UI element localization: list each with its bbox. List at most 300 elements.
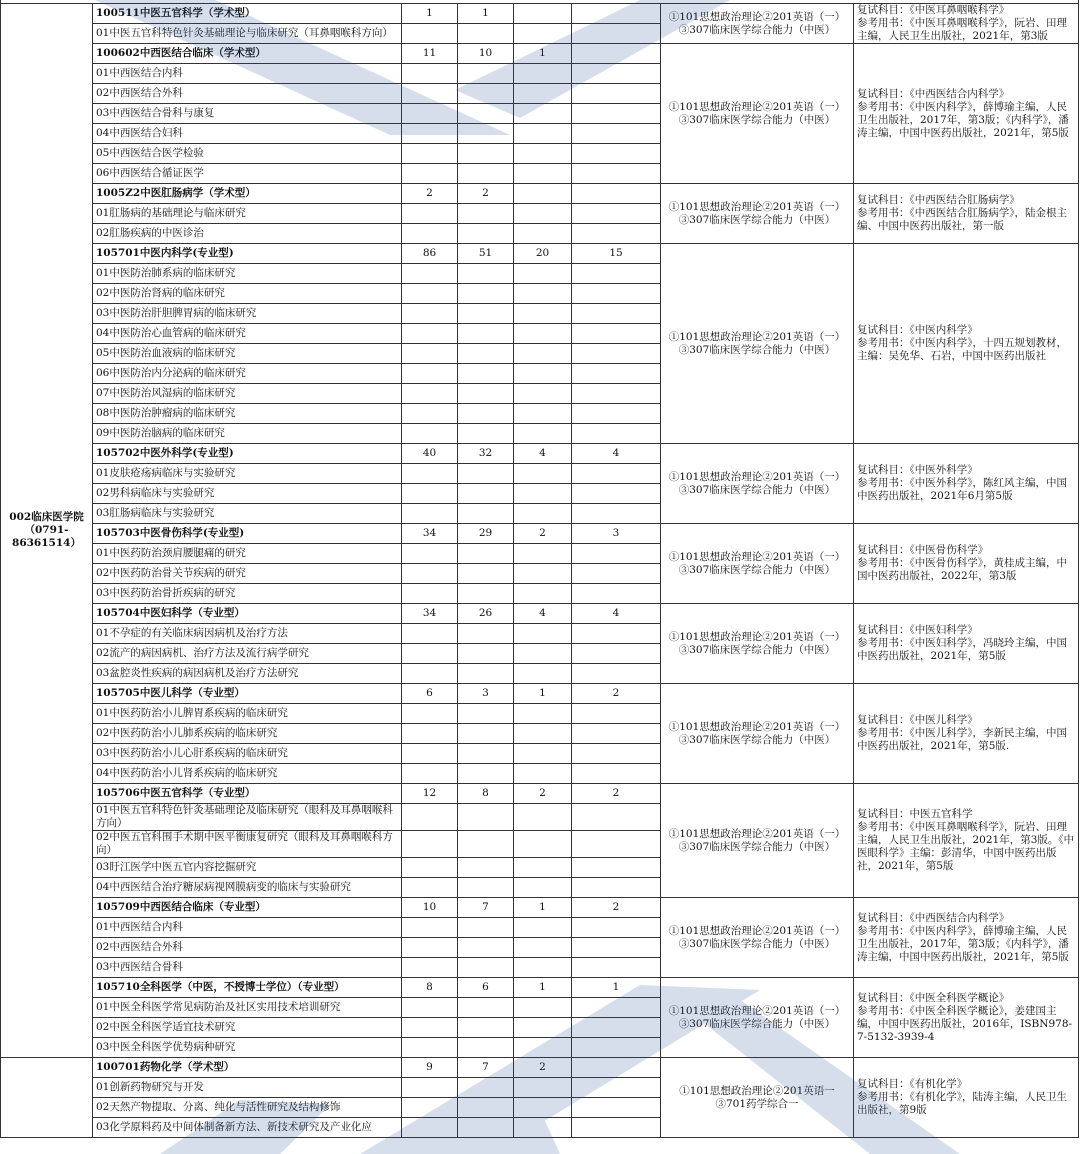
empty-cell	[402, 64, 458, 84]
empty-cell	[514, 64, 572, 84]
research-direction: 02肛肠疾病的中医诊治	[93, 224, 402, 244]
enroll-total: 86	[402, 244, 458, 264]
research-direction: 05中西医结合医学检验	[93, 144, 402, 164]
research-direction: 02中西医结合外科	[93, 84, 402, 104]
major-title: 105706中医五官科学（专业型）	[93, 784, 402, 804]
research-direction: 01肛肠病的基础理论与临床研究	[93, 204, 402, 224]
empty-cell	[458, 164, 514, 184]
empty-cell	[402, 344, 458, 364]
empty-cell	[458, 1018, 514, 1038]
empty-cell	[572, 878, 661, 898]
empty-cell	[572, 504, 661, 524]
empty-cell	[402, 404, 458, 424]
empty-cell	[458, 664, 514, 684]
empty-cell	[402, 484, 458, 504]
empty-cell	[514, 744, 572, 764]
research-direction: 03盆腔炎性疾病的病因病机及治疗方法研究	[93, 664, 402, 684]
empty-cell	[514, 204, 572, 224]
empty-cell	[514, 264, 572, 284]
empty-cell	[572, 224, 661, 244]
major-title: 105704中医妇科学（专业型）	[93, 604, 402, 624]
empty-cell	[402, 704, 458, 724]
empty-cell	[572, 124, 661, 144]
catalog-table-body	[1, 0, 1079, 1138]
exam-subjects: ①101思想政治理论②201英语（一）③307临床医学综合能力（中医）	[661, 44, 854, 184]
research-direction: 01中医五官科特色针灸基础理论与临床研究（耳鼻咽喉科方向）	[93, 24, 402, 44]
retest-reference	[854, 444, 1079, 524]
empty-cell	[402, 284, 458, 304]
empty-cell	[402, 124, 458, 144]
empty-cell	[514, 624, 572, 644]
enroll-unified: 2	[458, 184, 514, 204]
empty-cell	[572, 484, 661, 504]
reference-line: 复试科目：《中西医结合内科学》	[857, 87, 1010, 100]
reference-line: 复试科目：《中医耳鼻咽喉科学》	[857, 4, 1010, 16]
enroll-unified: 6	[458, 978, 514, 998]
empty-cell	[458, 124, 514, 144]
exam-subjects: ①101思想政治理论②201英语（一）③307临床医学综合能力（中医）	[661, 184, 854, 244]
retest-reference	[854, 684, 1079, 784]
exam-subjects: ①101思想政治理论②201英语（一）③307临床医学综合能力（中医）	[661, 524, 854, 604]
empty-cell	[572, 104, 661, 124]
enroll-unified: 51	[458, 244, 514, 264]
research-direction: 02中医全科医学适宜技术研究	[93, 1018, 402, 1038]
empty-cell	[402, 958, 458, 978]
empty-cell	[402, 1038, 458, 1058]
empty-cell	[458, 464, 514, 484]
major-row	[1, 1058, 1079, 1078]
enroll-recommended: 20	[514, 244, 572, 264]
research-direction: 01不孕症的有关临床病因病机及治疗方法	[93, 624, 402, 644]
enroll-recommended: 4	[514, 604, 572, 624]
empty-cell	[514, 704, 572, 724]
empty-cell	[572, 84, 661, 104]
research-direction: 01中西医结合内科	[93, 918, 402, 938]
enroll-total: 34	[402, 524, 458, 544]
research-direction: 02男科病临床与实验研究	[93, 484, 402, 504]
empty-cell	[402, 644, 458, 664]
empty-cell	[572, 64, 661, 84]
research-direction: 07中医防治风湿病的临床研究	[93, 384, 402, 404]
enroll-recommended: 2	[514, 524, 572, 544]
retest-reference	[854, 1058, 1079, 1138]
major-row	[1, 44, 1079, 64]
empty-cell	[402, 1018, 458, 1038]
empty-cell	[402, 304, 458, 324]
empty-cell	[514, 1098, 572, 1118]
empty-cell	[458, 144, 514, 164]
enroll-total: 6	[402, 684, 458, 704]
enroll-recommended: 1	[514, 684, 572, 704]
empty-cell	[572, 1018, 661, 1038]
research-direction: 01中医全科医学常见病防治及社区实用技术培训研究	[93, 998, 402, 1018]
empty-cell	[402, 384, 458, 404]
empty-cell	[572, 958, 661, 978]
empty-cell	[402, 624, 458, 644]
reference-line: 复试科目：《中西医结合肛肠病学》	[857, 194, 1020, 206]
exam-subjects: ①101思想政治理论②201英语一③701药学综合一	[661, 1058, 854, 1138]
empty-cell	[572, 938, 661, 958]
empty-cell	[458, 644, 514, 664]
empty-cell	[572, 304, 661, 324]
empty-cell	[514, 1078, 572, 1098]
empty-cell	[458, 998, 514, 1018]
major-row	[1, 898, 1079, 918]
major-title: 105710全科医学（中医，不授博士学位）（专业型）	[93, 978, 402, 998]
reference-line: 复试科目：《中医外科学》	[857, 464, 978, 476]
enroll-unified: 8	[458, 784, 514, 804]
empty-cell	[458, 744, 514, 764]
enroll-unified: 32	[458, 444, 514, 464]
empty-cell	[458, 104, 514, 124]
empty-cell	[514, 1118, 572, 1138]
research-direction: 02中医防治肾病的临床研究	[93, 284, 402, 304]
empty-cell	[402, 584, 458, 604]
empty-cell	[514, 584, 572, 604]
reference-line: 参考用书：《中医全科医学概论》，姜建国主编，中国中医药出版社，2016年，ISBN978-7-5132-3939-4	[857, 1004, 1073, 1043]
research-direction: 04中西医结合治疗糖尿病视网膜病变的临床与实验研究	[93, 878, 402, 898]
research-direction: 01中医防治肺系病的临床研究	[93, 264, 402, 284]
enroll-total: 1	[402, 4, 458, 24]
empty-cell	[458, 64, 514, 84]
empty-cell	[458, 1118, 514, 1138]
empty-cell	[402, 564, 458, 584]
research-direction: 02中医药防治小儿肺系疾病的临床研究	[93, 724, 402, 744]
empty-cell	[458, 544, 514, 564]
empty-cell	[572, 831, 661, 858]
major-row	[1, 4, 1079, 24]
empty-cell	[458, 224, 514, 244]
exam-subjects: ①101思想政治理论②201英语（一）③307临床医学综合能力（中医）	[661, 684, 854, 784]
enroll-unified: 7	[458, 1058, 514, 1078]
research-direction: 01中医药防治颈肩腰腿痛的研究	[93, 544, 402, 564]
enroll-unified: 3	[458, 684, 514, 704]
reference-line: 复试科目：《中医骨伤科学》	[857, 544, 989, 556]
empty-cell	[514, 324, 572, 344]
empty-cell	[572, 544, 661, 564]
reference-line: 参考用书：《中医儿科学》，李新民主编，中国中医药出版社，2021年，第5版.	[857, 727, 1067, 752]
enroll-recommended	[514, 184, 572, 204]
empty-cell	[514, 404, 572, 424]
college-cell	[1, 1058, 93, 1138]
enroll-total: 11	[402, 44, 458, 64]
reference-line: 复试科目：《中西医结合内科学》	[857, 911, 1010, 924]
empty-cell	[514, 284, 572, 304]
empty-cell	[458, 84, 514, 104]
major-title: 1005Z2中医肛肠病学（学术型）	[93, 184, 402, 204]
empty-cell	[402, 744, 458, 764]
major-title: 100602中西医结合临床（学术型）	[93, 44, 402, 64]
empty-cell	[514, 24, 572, 44]
major-row	[1, 784, 1079, 804]
empty-cell	[402, 24, 458, 44]
empty-cell	[572, 264, 661, 284]
empty-cell	[458, 404, 514, 424]
research-direction: 04中西医结合妇科	[93, 124, 402, 144]
empty-cell	[458, 1098, 514, 1118]
empty-cell	[514, 164, 572, 184]
empty-cell	[572, 144, 661, 164]
empty-cell	[514, 958, 572, 978]
empty-cell	[572, 204, 661, 224]
research-direction: 01中医药防治小儿脾胃系疾病的临床研究	[93, 704, 402, 724]
empty-cell	[402, 504, 458, 524]
empty-cell	[402, 878, 458, 898]
research-direction: 01皮肤疮疡病临床与实验研究	[93, 464, 402, 484]
enroll-recommended: 4	[514, 444, 572, 464]
empty-cell	[514, 344, 572, 364]
retest-reference	[854, 184, 1079, 244]
research-direction: 05中医防治血液病的临床研究	[93, 344, 402, 364]
major-row	[1, 684, 1079, 704]
enroll-recommended: 1	[514, 44, 572, 64]
research-direction: 03化学原料药及中间体制备新方法、新技术研究及产业化应	[93, 1118, 402, 1138]
enroll-recommended: 2	[514, 1058, 572, 1078]
empty-cell	[572, 1078, 661, 1098]
enroll-total: 9	[402, 1058, 458, 1078]
empty-cell	[458, 344, 514, 364]
empty-cell	[402, 1098, 458, 1118]
empty-cell	[514, 724, 572, 744]
research-direction: 06中医防治内分泌病的临床研究	[93, 364, 402, 384]
empty-cell	[402, 544, 458, 564]
reference-line: 参考用书：《中西医结合肛肠病学》，陆金根主编、中国中医药出版社，第一版	[857, 207, 1067, 232]
enroll-other: 1	[572, 978, 661, 998]
empty-cell	[514, 364, 572, 384]
enroll-total: 10	[402, 898, 458, 918]
empty-cell	[458, 304, 514, 324]
research-direction: 03盱江医学中医五官内容挖掘研究	[93, 858, 402, 878]
enroll-other: 2	[572, 898, 661, 918]
empty-cell	[458, 1038, 514, 1058]
empty-cell	[402, 424, 458, 444]
college-cell: 002临床医学院（0791-86361514）	[1, 4, 93, 1058]
reference-line: 复试科目：中医五官科学	[857, 808, 973, 820]
empty-cell	[402, 164, 458, 184]
empty-cell	[514, 224, 572, 244]
empty-cell	[572, 324, 661, 344]
empty-cell	[514, 484, 572, 504]
empty-cell	[514, 831, 572, 858]
empty-cell	[402, 104, 458, 124]
empty-cell	[514, 1018, 572, 1038]
empty-cell	[402, 998, 458, 1018]
enroll-total: 2	[402, 184, 458, 204]
exam-subjects: ①101思想政治理论②201英语（一）③307临床医学综合能力（中医）	[661, 244, 854, 444]
major-row	[1, 444, 1079, 464]
empty-cell	[402, 324, 458, 344]
research-direction: 03中医药防治小儿心肝系疾病的临床研究	[93, 744, 402, 764]
empty-cell	[402, 264, 458, 284]
research-direction: 06中西医结合循证医学	[93, 164, 402, 184]
empty-cell	[514, 564, 572, 584]
empty-cell	[514, 918, 572, 938]
empty-cell	[402, 918, 458, 938]
reference-line: 复试科目：《中医儿科学》	[857, 714, 978, 726]
exam-subjects: ①101思想政治理论②201英语（一）③307临床医学综合能力（中医）	[661, 4, 854, 44]
empty-cell	[572, 804, 661, 831]
enroll-other: 15	[572, 244, 661, 264]
empty-cell	[572, 744, 661, 764]
empty-cell	[514, 858, 572, 878]
empty-cell	[514, 878, 572, 898]
reference-line: 复试科目：《中医全科医学概论》	[857, 991, 1010, 1004]
major-title: 105705中医儿科学（专业型）	[93, 684, 402, 704]
empty-cell	[402, 224, 458, 244]
research-direction: 01中西医结合内科	[93, 64, 402, 84]
empty-cell	[514, 938, 572, 958]
empty-cell	[402, 144, 458, 164]
enroll-other: 2	[572, 784, 661, 804]
exam-subjects: ①101思想政治理论②201英语（一）③307临床医学综合能力（中医）	[661, 898, 854, 978]
empty-cell	[572, 404, 661, 424]
enroll-other: 2	[572, 684, 661, 704]
empty-cell	[514, 104, 572, 124]
empty-cell	[458, 324, 514, 344]
empty-cell	[458, 564, 514, 584]
research-direction: 09中医防治脑病的临床研究	[93, 424, 402, 444]
empty-cell	[402, 204, 458, 224]
major-title: 105701中医内科学(专业型)	[93, 244, 402, 264]
empty-cell	[402, 664, 458, 684]
major-title: 100701药物化学（学术型）	[93, 1058, 402, 1078]
enroll-other	[572, 44, 661, 64]
empty-cell	[402, 724, 458, 744]
empty-cell	[514, 764, 572, 784]
reference-line: 参考用书：《中医耳鼻咽喉科学》，阮岩、田理主编，人民卫生出版社，2021年，第3版。《中医眼科学》主编：彭清华，中国中医药出版社，2021年，第5版	[857, 821, 1075, 872]
empty-cell	[458, 24, 514, 44]
empty-cell	[572, 364, 661, 384]
enroll-unified: 29	[458, 524, 514, 544]
enroll-recommended	[514, 4, 572, 24]
empty-cell	[458, 804, 514, 831]
major-row	[1, 604, 1079, 624]
empty-cell	[514, 144, 572, 164]
empty-cell	[402, 1118, 458, 1138]
major-row	[1, 524, 1079, 544]
empty-cell	[458, 364, 514, 384]
retest-reference	[854, 4, 1079, 44]
research-direction: 02天然产物提取、分离、纯化与活性研究及结构修饰	[93, 1098, 402, 1118]
enroll-other	[572, 4, 661, 24]
research-direction: 02中医药防治骨关节疾病的研究	[93, 564, 402, 584]
enroll-other	[572, 1058, 661, 1078]
empty-cell	[402, 464, 458, 484]
research-direction: 01中医五官科特色针灸基础理论及临床研究（眼科及耳鼻咽喉科方向）	[93, 804, 402, 831]
reference-line: 参考用书：《中医妇科学》，冯晓玲主编，中国中医药出版社，2021年，第5版	[857, 637, 1067, 662]
empty-cell	[458, 584, 514, 604]
enroll-other: 4	[572, 604, 661, 624]
empty-cell	[572, 998, 661, 1018]
major-row	[1, 978, 1079, 998]
empty-cell	[402, 804, 458, 831]
exam-subjects: ①101思想政治理论②201英语（一）③307临床医学综合能力（中医）	[661, 444, 854, 524]
empty-cell	[458, 918, 514, 938]
empty-cell	[572, 664, 661, 684]
empty-cell	[514, 664, 572, 684]
enroll-unified: 7	[458, 898, 514, 918]
major-row	[1, 244, 1079, 264]
enroll-recommended: 1	[514, 978, 572, 998]
reference-line: 参考用书：《有机化学》，陆涛主编，人民卫生出版社，第9版	[857, 1091, 1067, 1116]
enroll-unified: 10	[458, 44, 514, 64]
empty-cell	[458, 704, 514, 724]
exam-subjects: ①101思想政治理论②201英语（一）③307临床医学综合能力（中医）	[661, 604, 854, 684]
exam-subjects: ①101思想政治理论②201英语（一）③307临床医学综合能力（中医）	[661, 784, 854, 898]
empty-cell	[572, 858, 661, 878]
enroll-recommended: 1	[514, 898, 572, 918]
research-direction: 08中医防治肿瘤病的临床研究	[93, 404, 402, 424]
retest-reference	[854, 898, 1079, 978]
retest-reference	[854, 978, 1079, 1058]
reference-line: 复试科目：《中医妇科学》	[857, 624, 978, 636]
empty-cell	[458, 204, 514, 224]
empty-cell	[572, 1098, 661, 1118]
major-title: 105703中医骨伤科学(专业型)	[93, 524, 402, 544]
empty-cell	[458, 624, 514, 644]
empty-cell	[458, 858, 514, 878]
enroll-total: 34	[402, 604, 458, 624]
empty-cell	[402, 764, 458, 784]
empty-cell	[572, 1118, 661, 1138]
reference-line: 复试科目：《有机化学》	[857, 1078, 968, 1090]
research-direction: 03中医全科医学优势病种研究	[93, 1038, 402, 1058]
empty-cell	[458, 424, 514, 444]
empty-cell	[514, 424, 572, 444]
retest-reference	[854, 44, 1079, 184]
empty-cell	[458, 764, 514, 784]
empty-cell	[402, 364, 458, 384]
retest-reference	[854, 784, 1079, 898]
enroll-total: 12	[402, 784, 458, 804]
retest-reference	[854, 604, 1079, 684]
reference-line: 参考用书：《中医耳鼻咽喉科学》，阮岩、田理主编，人民卫生出版社，2021年，第3版	[857, 17, 1067, 42]
empty-cell	[458, 958, 514, 978]
empty-cell	[514, 804, 572, 831]
empty-cell	[572, 564, 661, 584]
exam-subjects: ①101思想政治理论②201英语（一）③307临床医学综合能力（中医）	[661, 978, 854, 1058]
enroll-other: 3	[572, 524, 661, 544]
retest-reference	[854, 244, 1079, 444]
research-direction: 03中医药防治骨折疾病的研究	[93, 584, 402, 604]
research-direction: 02中医五官科围手术期中医平衡康复研究（眼科及耳鼻咽喉科方向）	[93, 831, 402, 858]
reference-line: 参考用书：《中医外科学》，陈红风主编，中国中医药出版社，2021年6月第5版	[857, 477, 1067, 502]
empty-cell	[572, 624, 661, 644]
empty-cell	[458, 264, 514, 284]
reference-line: 复试科目：《中医内科学》	[857, 324, 978, 336]
empty-cell	[572, 644, 661, 664]
empty-cell	[514, 1038, 572, 1058]
empty-cell	[402, 831, 458, 858]
reference-line: 参考用书：《中医内科学》，薛博瑜主编，人民卫生出版社，2017年，第3版；《内科学》，潘涛主编，中国中医药出版社，2021年，第5版	[857, 100, 1069, 139]
empty-cell	[514, 644, 572, 664]
research-direction: 02流产的病因病机、治疗方法及流行病学研究	[93, 644, 402, 664]
empty-cell	[402, 1078, 458, 1098]
empty-cell	[572, 384, 661, 404]
enroll-unified: 26	[458, 604, 514, 624]
enroll-total: 40	[402, 444, 458, 464]
empty-cell	[402, 858, 458, 878]
research-direction: 01创新药物研究与开发	[93, 1078, 402, 1098]
research-direction: 04中医药防治小儿肾系疾病的临床研究	[93, 764, 402, 784]
enroll-recommended: 2	[514, 784, 572, 804]
enroll-other	[572, 184, 661, 204]
retest-reference	[854, 524, 1079, 604]
major-title: 100511中医五官科学（学术型）	[93, 4, 402, 24]
empty-cell	[572, 344, 661, 364]
empty-cell	[572, 704, 661, 724]
empty-cell	[458, 938, 514, 958]
